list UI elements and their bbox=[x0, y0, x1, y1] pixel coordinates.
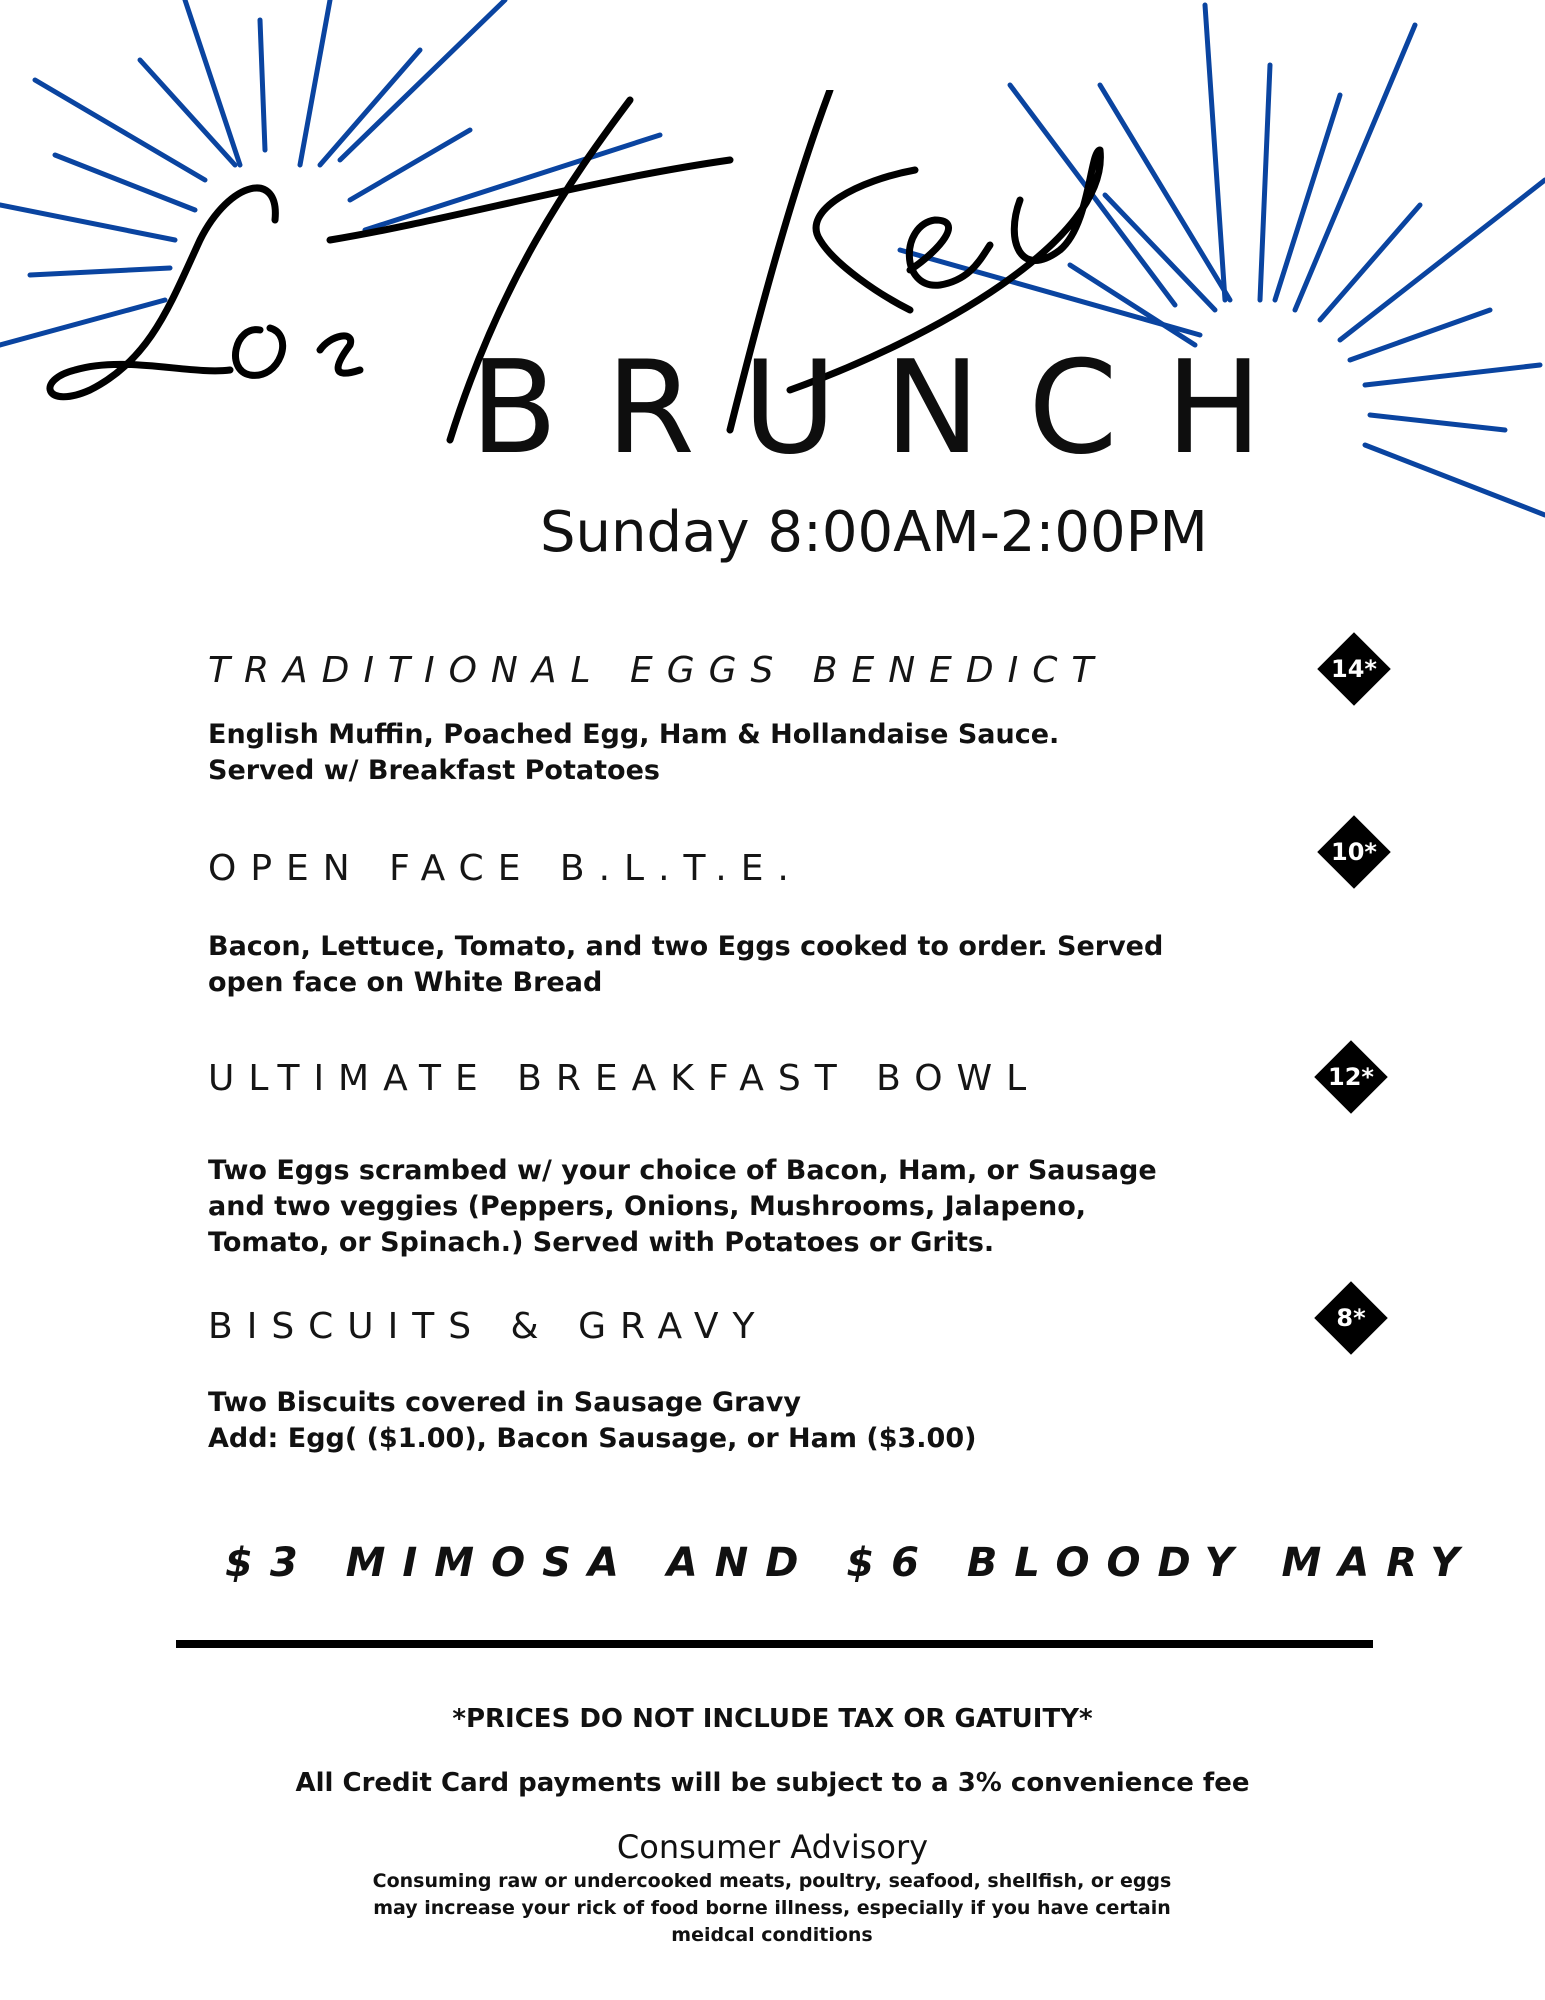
price-text: 14* bbox=[1331, 655, 1377, 683]
burst-line bbox=[1365, 445, 1545, 515]
burst-line bbox=[1365, 365, 1540, 385]
consumer-advisory-text: Consuming raw or undercooked meats, poultry, seafood, shellfish, or eggs may increase your rick of food borne illness, especially if you have certain meidcal conditions bbox=[372, 1870, 1172, 1946]
price-badge bbox=[1314, 1281, 1388, 1355]
menu-item-description: English Muffin, Poached Egg, Ham & Hollandaise Sauce. Served w/ Breakfast Potatoes bbox=[208, 719, 1060, 786]
menu-item-description: Bacon, Lettuce, Tomato, and two Eggs cooked to order. Served open face on White Bread bbox=[208, 931, 1164, 998]
price-text: 12* bbox=[1328, 1063, 1374, 1091]
burst-line bbox=[1295, 25, 1415, 310]
price-text: 10* bbox=[1331, 838, 1377, 866]
price-badge bbox=[1317, 632, 1391, 706]
burst-line bbox=[1275, 95, 1340, 300]
card-fee-note: All Credit Card payments will be subject to a 3% convenience fee bbox=[295, 1768, 1250, 1798]
brunch-heading: BRUNCH bbox=[470, 334, 1310, 483]
menu-item-title: ULTIMATE BREAKFAST BOWL bbox=[208, 1058, 1041, 1099]
description-line: Two Biscuits covered in Sausage Gravy bbox=[208, 1387, 801, 1418]
drinks-special: $3 MIMOSA AND $6 BLOODY MARY bbox=[225, 1540, 1477, 1586]
divider-rule bbox=[176, 1640, 1373, 1648]
price-badge bbox=[1314, 1040, 1388, 1114]
menu-item-title: BISCUITS & GRAVY bbox=[208, 1306, 769, 1347]
price-badge bbox=[1317, 815, 1391, 889]
tax-note: *PRICES DO NOT INCLUDE TAX OR GATUITY* bbox=[452, 1704, 1093, 1734]
menu-item-title: OPEN FACE B.L.T.E. bbox=[208, 848, 803, 889]
consumer-advisory-heading: Consumer Advisory bbox=[616, 1828, 929, 1866]
burst-line bbox=[1205, 5, 1225, 300]
hours-subtitle: Sunday 8:00AM-2:00PM bbox=[540, 500, 1208, 565]
menu-item-description: Two Eggs scrambed w/ your choice of Bacon, Ham, or Sausage and two veggies (Peppers, Onions, Mushrooms, Jalapeno, Tomato, or Spinach.) Served with Potatoes or Grits. bbox=[208, 1155, 1157, 1258]
burst-line bbox=[1320, 205, 1420, 320]
burst-line bbox=[1260, 65, 1270, 300]
burst-line bbox=[1370, 415, 1505, 430]
description-line: Add: Egg( ($1.00), Bacon Sausage, or Ham ($3.00) bbox=[208, 1423, 977, 1454]
menu-item-title: TRADITIONAL EGGS BENEDICT bbox=[208, 650, 1108, 691]
menu-item-description bbox=[208, 1385, 1208, 1457]
price-text: 8* bbox=[1336, 1304, 1366, 1332]
